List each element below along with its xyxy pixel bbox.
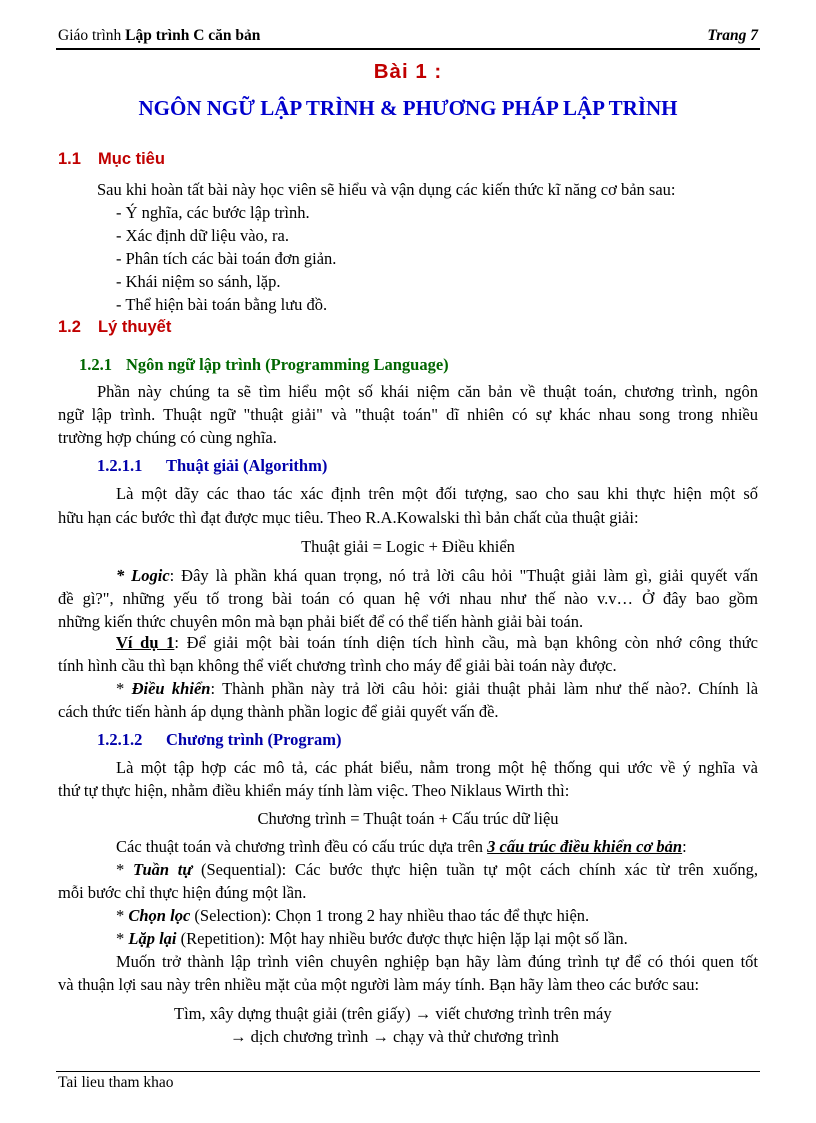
paragraph-line: đề gì?", những yếu tố trong bài toán có quan hệ với nhau như thế nào v.v… Ở đây bao gồm	[58, 589, 758, 608]
control-line: * Điều khiển: Thành phần này trả lời câu hỏi: giải thuật phải làm như thế nào?. Chính là	[116, 679, 759, 698]
paragraph-line: Là một dãy các thao tác xác định trên một đối tượng, sao cho sau khi thực hiện một số	[116, 484, 758, 503]
paragraph-line: những kiến thức chuyên môn mà bạn phải biết để có thể tiến hành giải bài toán.	[58, 612, 584, 631]
page-number: Trang 7	[707, 27, 758, 44]
structures-emphasis: 3 cấu trúc điều khiển cơ bản	[487, 837, 683, 856]
paragraph-line: hữu hạn các bước thì đạt được mục tiêu. Theo R.A.Kowalski thì bản chất của thuật giải:	[58, 508, 639, 527]
example-label: Ví dụ 1	[116, 633, 175, 652]
header-divider	[56, 48, 760, 50]
objective-item: - Thể hiện bài toán bằng lưu đồ.	[116, 295, 328, 314]
paragraph-line: và thuận lợi sau này trên nhiều mặt của một người làm máy tính. Bạn hãy làm theo các bước sau:	[58, 975, 700, 994]
lesson-title: Bài 1 :	[373, 60, 443, 83]
logic-line: * Logic: Đây là phần khá quan trọng, nó trả lời câu hỏi "Thuật giải làm gì, giải quyết vấn	[116, 566, 758, 585]
paragraph-line: trường hợp chúng có cùng nghĩa.	[58, 428, 277, 447]
paragraph-line: Là một tập hợp các mô tả, các phát biểu, nằm trong một hệ thống qui ước về ý nghĩa và	[116, 758, 758, 777]
section-heading-1-2-1-1: 1.2.1.1 Thuật giải (Algorithm)	[97, 456, 328, 475]
page-header-title: Giáo trình Lập trình C căn bản	[58, 27, 261, 44]
section-heading-1-2-1-2: 1.2.1.2 Chương trình (Program)	[97, 730, 342, 749]
paragraph-line: Muốn trở thành lập trình viên chuyên nghiệp bạn hãy làm đúng trình tự để có thói quen tốt	[116, 952, 758, 971]
section-heading-1-2-1: 1.2.1 Ngôn ngữ lập trình (Programming Language)	[79, 355, 449, 374]
section-heading-1-2: 1.2 Lý thuyết	[58, 318, 172, 336]
selection-label: Chọn lọc	[128, 906, 191, 925]
sequential-line: * Tuần tự (Sequential): Các bước thực hiện tuần tự một cách chính xác từ trên xuống,	[116, 860, 759, 879]
algorithm-formula: Thuật giải = Logic + Điều khiển	[301, 537, 515, 556]
repetition-line: * Lặp lại (Repetition): Một hay nhiều bước được thực hiện lặp lại một số lần.	[116, 929, 628, 948]
example-line: Ví dụ 1: Để giải một bài toán tính diện tích hình cầu, mà bạn không còn nhớ công thức	[116, 633, 758, 652]
process-flow-line-1: Tìm, xây dựng thuật giải (trên giấy) → viết chương trình trên máy	[174, 1004, 612, 1023]
control-label: Điều khiển	[131, 679, 211, 698]
repetition-label: Lặp lại	[128, 929, 177, 948]
objectives-intro: Sau khi hoàn tất bài này học viên sẽ hiểu và vận dụng các kiến thức kĩ năng cơ bản sau:	[97, 180, 676, 199]
logic-label: * Logic	[116, 566, 170, 585]
selection-line: * Chọn lọc (Selection): Chọn 1 trong 2 hay nhiều thao tác để thực hiện.	[116, 906, 590, 925]
page-footer: Tai lieu tham khao	[58, 1074, 174, 1091]
sequential-label: Tuần tự	[132, 860, 193, 879]
lesson-subtitle: NGÔN NGỮ LẬP TRÌNH & PHƯƠNG PHÁP LẬP TRÌNH	[138, 96, 678, 120]
paragraph-line: mỗi bước chỉ thực hiện đúng một lần.	[58, 883, 307, 902]
footer-divider	[56, 1071, 760, 1072]
objective-item: - Xác định dữ liệu vào, ra.	[116, 226, 289, 245]
book-title: Lập trình C căn bản	[125, 27, 261, 44]
section-heading-1-1: 1.1 Mục tiêu	[58, 150, 165, 168]
program-formula: Chương trình = Thuật toán + Cấu trúc dữ liệu	[257, 809, 559, 828]
paragraph-line: cách thức tiến hành áp dụng thành phần logic để giải quyết vấn đề.	[58, 702, 499, 721]
objective-item: - Ý nghĩa, các bước lập trình.	[116, 203, 310, 222]
paragraph-line: tính hình cầu thì bạn không thể viết chương trình cho máy để giải bài toán này được.	[58, 656, 617, 675]
paragraph-line: thứ tự thực hiện, nhằm điều khiển máy tính làm việc. Theo Niklaus Wirth thì:	[58, 781, 570, 800]
objective-item: - Phân tích các bài toán đơn giản.	[116, 249, 337, 268]
objective-item: - Khái niệm so sánh, lặp.	[116, 272, 281, 291]
paragraph-line: Phần này chúng ta sẽ tìm hiểu một số khái niệm căn bản về thuật toán, chương trình, ngôn	[97, 382, 758, 401]
process-flow-line-2: → dịch chương trình → chạy và thử chương trình	[230, 1027, 559, 1046]
paragraph-line: ngữ lập trình. Thuật ngữ "thuật giải" và "thuật toán" dĩ nhiên có sự khác nhau song trong nhiều	[58, 405, 758, 424]
structures-intro: Các thuật toán và chương trình đều có cấu trúc dựa trên 3 cấu trúc điều khiển cơ bản:	[116, 837, 687, 856]
